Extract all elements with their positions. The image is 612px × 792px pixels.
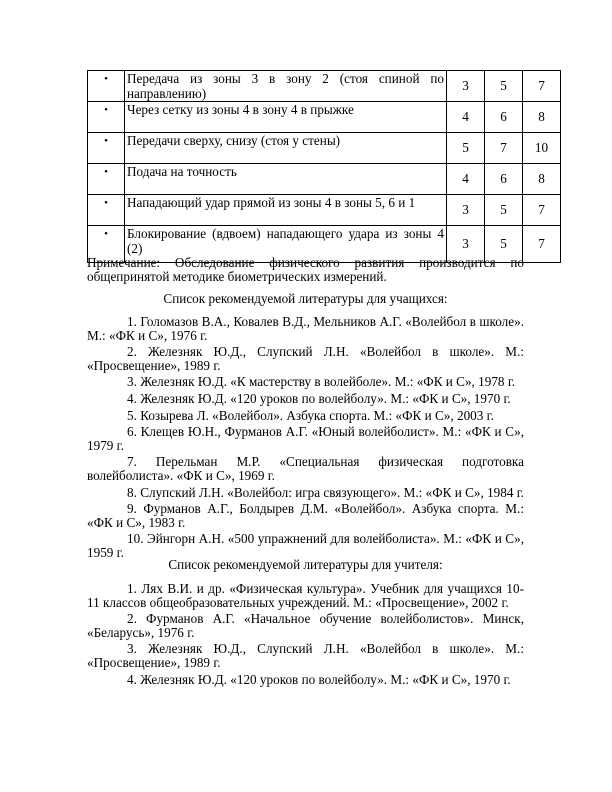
list-item: 3. Железняк Ю.Д. «К мастерству в волейболе». М.: «ФК и С», 1978 г. (127, 374, 516, 390)
list-item: 4. Железняк Ю.Д. «120 уроков по волейболу». М.: «ФК и С», 1970 г. (127, 390, 511, 406)
norm-value: 7 (485, 133, 523, 164)
table-row (88, 195, 561, 226)
table-row (88, 102, 561, 133)
list-item: 8. Слупский Л.Н. «Волейбол: игра связующего». М.: «ФК и С», 1984 г. (127, 484, 524, 500)
list-item: 7. Перельман М.Р. «Специальная физическая подготовка волейболиста». «ФК и С», 1969 г. (87, 454, 524, 483)
norm-value: 7 (523, 226, 561, 263)
students-literature-heading: Список рекомендуемой литературы для учащихся: (163, 291, 448, 306)
teachers-literature-heading: Список рекомендуемой литературы для учителя: (168, 557, 443, 572)
exercise-norms-table (87, 70, 561, 263)
norm-value: 4 (447, 102, 485, 133)
table-row (88, 71, 561, 102)
norm-value: 6 (485, 102, 523, 133)
exercise-name: Через сетку из зоны 4 в зону 4 в прыжке (125, 102, 447, 133)
list-item: 3. Железняк Ю.Д., Слупский Л.Н. «Волейбол в школе». М.: «Просвещение», 1989 г. (87, 641, 524, 670)
list-item: 4. Железняк Ю.Д. «120 уроков по волейболу». М.: «ФК и С», 1970 г. (127, 671, 511, 687)
exercise-name: Передачи сверху, снизу (стоя у стены) (125, 133, 447, 164)
table-note: Примечание: Обследование физического развития производится по общепринятой методике биометрических измерений. (87, 255, 524, 284)
bullet-icon: • (88, 102, 125, 133)
norm-value: 8 (523, 164, 561, 195)
bullet-icon: • (88, 133, 125, 164)
norm-value: 7 (523, 195, 561, 226)
norm-value: 3 (447, 226, 485, 263)
bullet-icon: • (88, 71, 125, 102)
list-item: 10. Эйнгорн А.Н. «500 упражнений для волейболиста». М.: «ФК и С», 1959 г. (87, 531, 524, 560)
bullet-icon: • (88, 195, 125, 226)
bullet-icon: • (88, 226, 125, 263)
bullet-icon: • (88, 164, 125, 195)
norm-value: 5 (485, 195, 523, 226)
norm-value: 4 (447, 164, 485, 195)
list-item: 5. Козырева Л. «Волейбол». Азбука спорта. М.: «ФК и С», 2003 г. (127, 407, 494, 423)
list-item: 2. Железняк Ю.Д., Слупский Л.Н. «Волейбол в школе». М.: «Просвещение», 1989 г. (87, 344, 524, 373)
norm-value: 5 (447, 133, 485, 164)
teachers-literature-list (87, 582, 524, 689)
exercise-name: Нападающий удар прямой из зоны 4 в зоны 5, 6 и 1 (125, 195, 447, 226)
list-item: 1. Голомазов В.А., Ковалев В.Д., Мельников А.Г. «Волейбол в школе». М.: «ФК и С», 1976 г. (87, 314, 524, 343)
list-item: 1. Лях В.И. и др. «Физическая культура». Учебник для учащихся 10-11 классов общеобразовательных учреждений. М.: «Просвещение», 2002 г. (87, 581, 524, 610)
exercise-name: Подача на точность (125, 164, 447, 195)
norm-value: 6 (485, 164, 523, 195)
table-row (88, 133, 561, 164)
list-item: 9. Фурманов А.Г., Болдырев Д.М. «Волейбол». Азбука спорта. М.: «ФК и С», 1983 г. (87, 501, 524, 530)
norm-value: 8 (523, 102, 561, 133)
list-item: 2. Фурманов А.Г. «Начальное обучение волейболистов». Минск, «Беларусь», 1976 г. (87, 611, 524, 640)
list-item: 6. Клещев Ю.Н., Фурманов А.Г. «Юный волейболист». М.: «ФК и С», 1979 г. (87, 424, 524, 453)
students-literature-list (87, 315, 524, 563)
norm-value: 10 (523, 133, 561, 164)
exercise-name: Передача из зоны 3 в зону 2 (стоя спиной по направлению) (125, 71, 447, 102)
norm-value: 5 (485, 71, 523, 102)
exercise-name: Блокирование (вдвоем) нападающего удара из зоны 4 (2) (125, 226, 447, 263)
table-row (88, 164, 561, 195)
norm-value: 3 (447, 195, 485, 226)
norm-value: 5 (485, 226, 523, 263)
norm-value: 3 (447, 71, 485, 102)
norm-value: 7 (523, 71, 561, 102)
